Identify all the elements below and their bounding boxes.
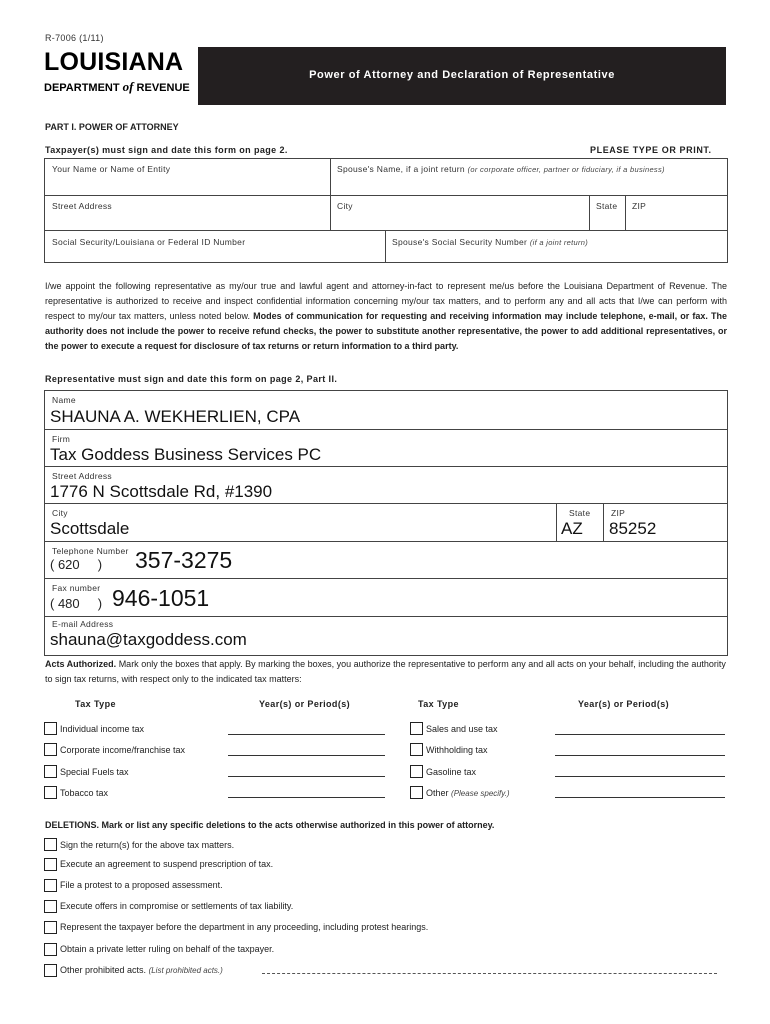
rep-city-label: City	[52, 508, 68, 518]
appointment-bold-text: Modes of communication for requesting and receiving information may include telephone, e-mail, or fax. The authority does not include the power to receive refund checks, the power to substitute another representative, the power to add additional representatives, or the power to execute a request for disclosure of tax returns or return information to a third party.	[45, 311, 727, 351]
col-tax-type-right: Tax Type	[418, 699, 459, 709]
rep-state-label: State	[569, 508, 591, 518]
spouse-name-label: Spouse's Name, if a joint return (or corporate officer, partner or fiduciary, if a business)	[337, 164, 665, 174]
page-title: Power of Attorney and Declaration of Representative	[309, 69, 615, 81]
taxpayer-ssn-label: Social Security/Louisiana or Federal ID Number	[52, 237, 246, 247]
rep-phone-number[interactable]: 357-3275	[135, 547, 233, 573]
rep-fax-area-field[interactable]: ( 480 )	[50, 596, 103, 611]
rep-street-label: Street Address	[52, 471, 112, 481]
years-field-tobacco[interactable]	[228, 797, 385, 798]
form-number: R-7006 (1/11)	[45, 33, 104, 43]
taxpayer-sign-note: Taxpayer(s) must sign and date this form on page 2.	[45, 145, 288, 155]
deletion-other-field[interactable]	[262, 973, 717, 974]
rep-name-value[interactable]: SHAUNA A. WEKHERLIEN, CPA	[50, 407, 301, 426]
tax-corporate-income: Corporate income/franchise tax	[60, 745, 186, 755]
acts-heading: Acts Authorized.	[45, 659, 117, 669]
deletion-sign-returns: Sign the return(s) for the above tax matters.	[60, 840, 235, 850]
tax-other: Other (Please specify.)	[426, 788, 510, 798]
taxpayer-ssn-field[interactable]	[44, 230, 385, 262]
rep-email-label: E-mail Address	[52, 619, 114, 629]
deletions-heading: DELETIONS. Mark or list any specific deletions to the acts otherwise authorized in this power of attorney.	[45, 820, 495, 830]
tax-gasoline: Gasoline tax	[426, 767, 477, 777]
rep-city-value[interactable]: Scottsdale	[50, 519, 130, 538]
taxpayer-city-field[interactable]	[331, 195, 589, 230]
taxpayer-zip-field[interactable]	[626, 195, 727, 230]
rep-phone-area-field[interactable]: ( 620 )	[50, 557, 103, 572]
rep-street-value[interactable]: 1776 N Scottsdale Rd, #1390	[50, 482, 273, 501]
logo-dept-of: of	[122, 79, 134, 94]
logo-dept-pre: DEPARTMENT	[44, 82, 120, 94]
taxpayer-street-field[interactable]	[44, 195, 330, 230]
years-field-other[interactable]	[555, 797, 725, 798]
checkbox-deletion-sign-returns[interactable]	[44, 838, 57, 851]
deletion-suspend-prescription: Execute an agreement to suspend prescription of tax.	[60, 859, 274, 869]
checkbox-individual-income-tax[interactable]	[44, 722, 57, 735]
checkbox-deletion-other[interactable]	[44, 964, 57, 977]
checkbox-deletion-offers-compromise[interactable]	[44, 900, 57, 913]
tax-tobacco: Tobacco tax	[60, 788, 109, 798]
checkbox-deletion-represent-taxpayer[interactable]	[44, 921, 57, 934]
tax-sales-use: Sales and use tax	[426, 724, 498, 734]
rep-phone-label: Telephone Number	[52, 546, 129, 556]
years-field-individual-income[interactable]	[228, 734, 385, 735]
taxpayer-street-label: Street Address	[52, 201, 112, 211]
years-field-corporate-income[interactable]	[228, 755, 385, 756]
rep-phone-area: 620	[57, 557, 80, 572]
years-field-gasoline[interactable]	[555, 776, 725, 777]
rep-state-value[interactable]: AZ	[561, 519, 583, 538]
tax-individual-income: Individual income tax	[60, 724, 145, 734]
appointment-text: I/we appoint the following representative as my/our true and lawful agent and attorney-in-fact to represent me/us before the Louisiana Department of Revenue. The representative is authorized to receive and inspect confidential information concerning my/our tax matters, and to perform any and all acts that I/we can perform with respect to my/our tax matters, unless noted below.	[45, 281, 727, 321]
type-or-print-note: PLEASE TYPE OR PRINT.	[590, 145, 712, 155]
checkbox-tobacco-tax[interactable]	[44, 786, 57, 799]
deletion-file-protest: File a protest to a proposed assessment.	[60, 880, 223, 890]
checkbox-gasoline-tax[interactable]	[410, 765, 423, 778]
taxpayer-zip-label: ZIP	[632, 201, 647, 211]
checkbox-other-tax[interactable]	[410, 786, 423, 799]
checkbox-corporate-income-tax[interactable]	[44, 743, 57, 756]
checkbox-special-fuels-tax[interactable]	[44, 765, 57, 778]
title-banner	[198, 47, 726, 105]
tax-special-fuels: Special Fuels tax	[60, 767, 129, 777]
louisiana-dor-logo	[44, 49, 194, 105]
col-tax-type-left: Tax Type	[75, 699, 116, 709]
deletion-other: Other prohibited acts. (List prohibited acts.)	[60, 965, 223, 975]
spouse-ssn-label: Spouse's Social Security Number (if a joint return)	[392, 237, 589, 247]
spouse-ssn-field[interactable]	[386, 230, 727, 262]
taxpayer-name-field[interactable]	[44, 158, 330, 195]
spouse-name-field[interactable]	[331, 158, 727, 195]
rep-firm-value[interactable]: Tax Goddess Business Services PC	[50, 445, 322, 464]
checkbox-deletion-letter-ruling[interactable]	[44, 943, 57, 956]
acts-description: Mark only the boxes that apply. By marking the boxes, you authorize the representative to perform any and all acts on your behalf, including the authority to sign tax returns, with respect only to the indicated tax matters:	[45, 659, 726, 684]
col-years-left: Year(s) or Period(s)	[259, 699, 351, 709]
part1-heading: PART I. POWER OF ATTORNEY	[45, 122, 179, 132]
tax-withholding: Withholding tax	[426, 745, 488, 755]
taxpayer-name-label: Your Name or Name of Entity	[52, 164, 171, 174]
col-years-right: Year(s) or Period(s)	[578, 699, 670, 709]
years-field-special-fuels[interactable]	[228, 776, 385, 777]
acts-authorized-text	[45, 657, 727, 687]
checkbox-withholding-tax[interactable]	[410, 743, 423, 756]
taxpayer-state-label: State	[596, 201, 618, 211]
rep-fax-label: Fax number	[52, 583, 101, 593]
checkbox-sales-use-tax[interactable]	[410, 722, 423, 735]
deletion-represent-taxpayer: Represent the taxpayer before the department in any proceeding, including protest hearings.	[60, 922, 429, 932]
appointment-paragraph	[45, 279, 727, 354]
rep-fax-number[interactable]: 946-1051	[112, 585, 210, 611]
logo-dept-post: REVENUE	[136, 82, 190, 94]
taxpayer-state-field[interactable]	[590, 195, 625, 230]
logo-subtitle	[44, 79, 194, 95]
taxpayer-city-label: City	[337, 201, 353, 211]
years-field-withholding[interactable]	[555, 755, 725, 756]
checkbox-deletion-suspend-prescription[interactable]	[44, 858, 57, 871]
rep-zip-value[interactable]: 85252	[609, 519, 657, 538]
rep-email-value[interactable]: shauna@taxgoddess.com	[50, 630, 247, 649]
rep-sign-note: Representative must sign and date this form on page 2, Part II.	[45, 374, 338, 384]
deletion-offers-compromise: Execute offers in compromise or settlements of tax liability.	[60, 901, 294, 911]
years-field-sales-use[interactable]	[555, 734, 725, 735]
rep-fax-area: 480	[57, 596, 80, 611]
deletion-letter-ruling: Obtain a private letter ruling on behalf of the taxpayer.	[60, 944, 275, 954]
rep-name-label: Name	[52, 395, 76, 405]
logo-title: LOUISIANA	[44, 48, 184, 76]
rep-firm-label: Firm	[52, 434, 71, 444]
checkbox-deletion-file-protest[interactable]	[44, 879, 57, 892]
rep-zip-label: ZIP	[611, 508, 626, 518]
